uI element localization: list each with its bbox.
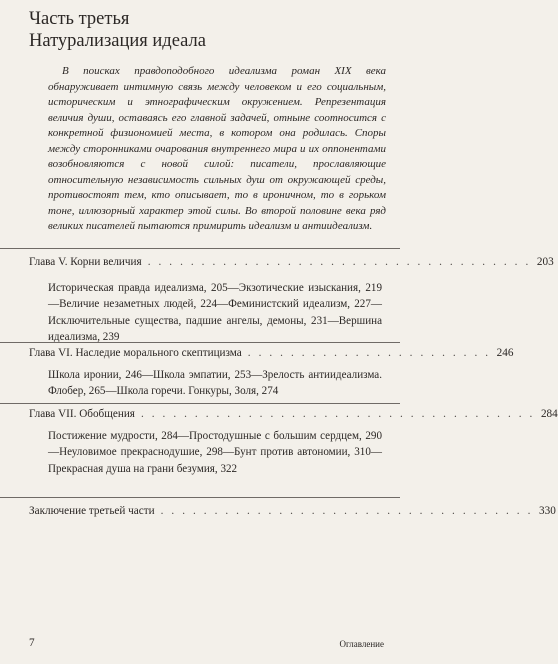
conclusion-title: Заключение третьей части [29,505,155,517]
dot-leader: . . . . . . . . . . . . . . . . . . . . . . . . . . . . . . . . . . . . [147,256,531,268]
part-abstract: В поисках правдоподобного идеализма роман XIX века обнаруживает интимную связь между человеком и его социальным, историческим и этнографическим окружением. Репрезентация величия души, оставаясь его главной задачей, отныне соотносится с конкретной физиономией места, в котором она родилась. Споры между сторонниками очарования внутреннего мира и их оппонентами возобновляются с новой силой: писатели, прославляющие относительную независимость сильных душ от окружающей среды, противостоят тем, кто описывает, то в ироничном, то в горьком тоне, иллюзорный характер этой силы. Во второй половине века ряд великих писателей пытаются примирить идеализм и антиидеализм. [48,65,386,233]
chapter-7-title: Глава VII. Обобщения [29,408,135,420]
divider [0,403,400,404]
chapter-5-title: Глава V. Корни величия [29,256,142,268]
chapter-5-entry[interactable] [29,256,554,272]
divider [0,342,400,343]
running-head: Оглавление [339,639,384,649]
chapter-6-page: 246 [496,347,514,359]
conclusion-entry[interactable] [29,505,556,521]
chapter-6-entry[interactable] [29,347,514,363]
conclusion-page: 330 [539,505,556,517]
dot-leader: . . . . . . . . . . . . . . . . . . . . . . . [247,347,491,359]
divider [0,248,400,249]
chapter-5-sections: Историческая правда идеализма, 205—Экзотические изыскания, 219—Величие незаметных людей, 224—Феминистский идеализм, 227—Исключительные существа, падшие ангелы, демоны, 231—Вершина идеализма, 239 [48,282,382,344]
chapter-6-sections: Школа иронии, 246—Школа эмпатии, 253—Зрелость антиидеализма. Флобер, 265—Школа горечи. Гонкуры, Золя, 274 [48,369,382,398]
divider [0,497,400,498]
part-subtitle: Натурализация идеала [29,31,206,51]
part-title: Часть третья [29,9,130,29]
chapter-7-sections: Постижение мудрости, 284—Простодушные с большим сердцем, 290—Неуловимое прекраснодушие, 298—Бунт против автономии, 310—Прекрасная душа на грани безумия, 322 [48,430,382,475]
dot-leader: . . . . . . . . . . . . . . . . . . . . . . . . . . . . . . . . . . . [160,505,533,517]
chapter-5-page: 203 [536,256,554,268]
chapter-7-page: 284 [540,408,558,420]
chapter-6-title: Глава VI. Наследие морального скептицизма [29,347,242,359]
chapter-7-entry[interactable] [29,408,558,424]
page-number: 7 [29,637,35,649]
dot-leader: . . . . . . . . . . . . . . . . . . . . . . . . . . . . . . . . . . . . . [140,408,535,420]
